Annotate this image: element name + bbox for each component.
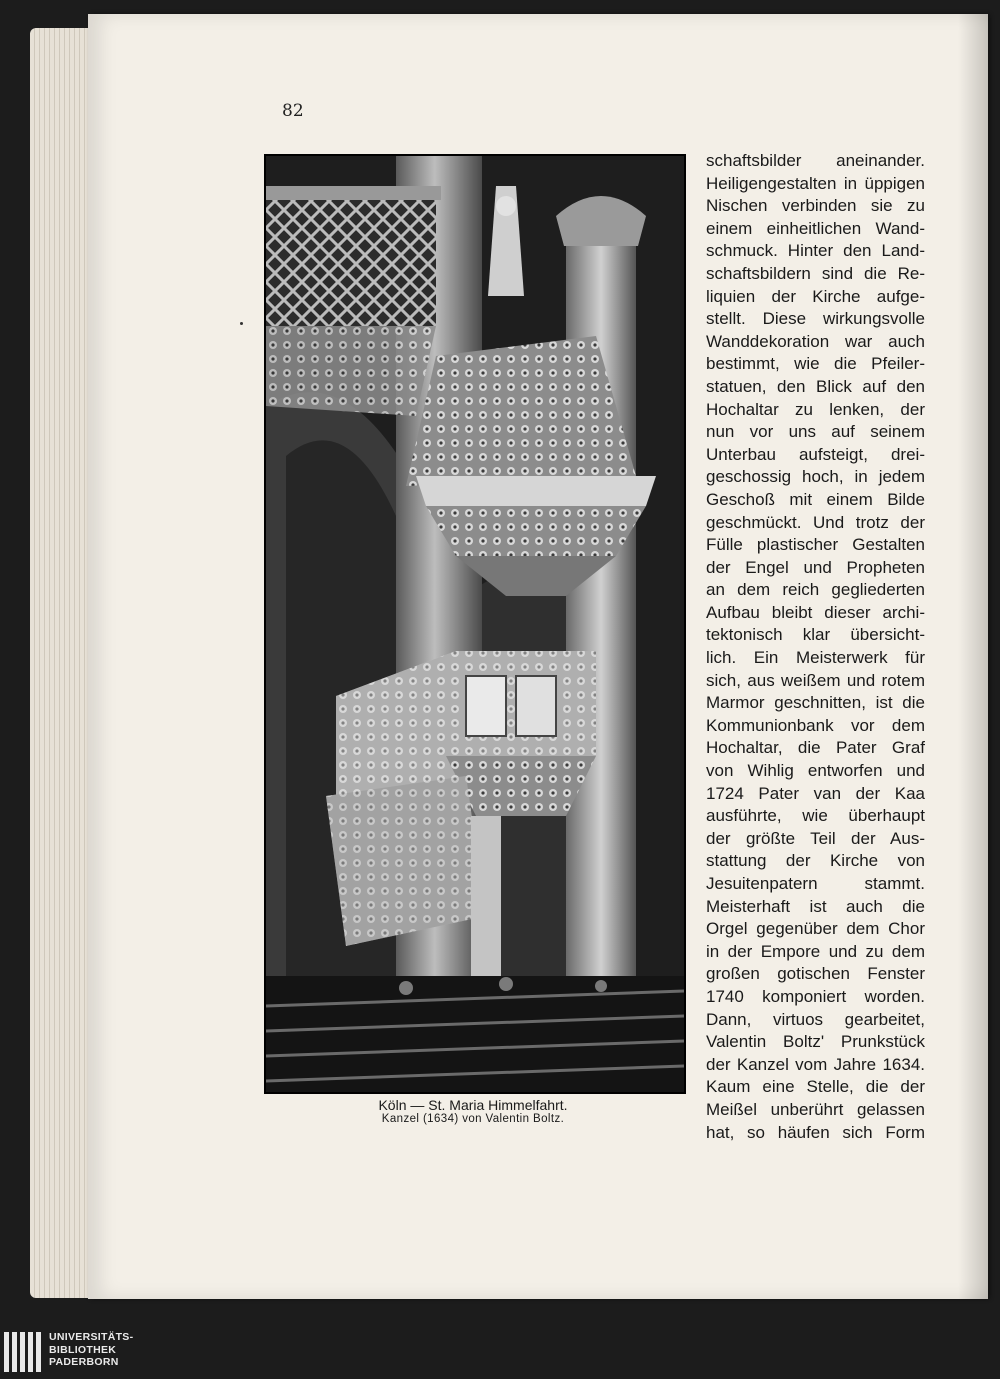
text-line: Orgel gegenüber dem Chor — [706, 919, 925, 939]
text-line: 1740 komponiert worden. — [706, 986, 925, 1006]
page-number: 82 — [282, 101, 304, 121]
text-line: Meisterhaft ist auch die — [706, 896, 925, 916]
pulpit-photograph — [264, 154, 686, 1094]
text-line: Marmor geschnitten, ist die — [706, 693, 925, 713]
pulpit-photo-illustration — [266, 156, 684, 1092]
text-line: geschossig hoch, in jedem — [706, 467, 925, 487]
text-line: schmuck. Hinter den Land- — [706, 241, 925, 261]
text-line: tektonisch klar übersicht- — [706, 625, 925, 645]
body-text-column — [706, 150, 925, 1144]
library-logo — [4, 1328, 133, 1372]
text-line: Wanddekoration war auch — [706, 331, 925, 351]
text-line: ausführte, wie überhaupt — [706, 806, 925, 826]
text-line: statuen, den Blick auf den — [706, 376, 925, 396]
text-line: Kaum eine Stelle, die der — [706, 1077, 925, 1097]
text-line: Geschoß mit einem Bilde — [706, 489, 925, 509]
text-line: in der Empore und zu dem — [706, 941, 925, 961]
text-line: einem einheitlichen Wand- — [706, 218, 925, 238]
text-line: Dann, virtuos gearbeitet, — [706, 1009, 925, 1029]
text-line: der Kanzel vom Jahre 1634. — [706, 1054, 925, 1074]
text-line: 1724 Pater van der Kaa — [706, 783, 925, 803]
logo-line: UNIVERSITÄTS- — [49, 1331, 134, 1344]
library-logo-text — [49, 1331, 133, 1369]
text-line: Unterbau aufsteigt, drei- — [706, 444, 925, 464]
text-line: hat, so häufen sich Form — [706, 1122, 925, 1142]
text-line: Valentin Boltz' Prunkstück — [706, 1032, 925, 1052]
text-line: Aufbau bleibt dieser archi- — [706, 602, 925, 622]
text-line: an dem reich gegliederten — [706, 580, 925, 600]
text-line: geschmückt. Und trotz der — [706, 512, 925, 532]
text-line: schaftsbilder aneinander. — [706, 151, 925, 170]
logo-line: BIBLIOTHEK — [49, 1343, 117, 1356]
text-line: von Wihlig entworfen und — [706, 761, 925, 781]
text-line: der Engel und Propheten — [706, 557, 925, 577]
text-line: bestimmt, wie die Pfeiler- — [706, 354, 925, 374]
text-line: Hochaltar zu lenken, der — [706, 399, 925, 419]
text-line: Kommunionbank vor dem — [706, 715, 925, 735]
page-stack-edge — [30, 28, 90, 1298]
text-line: Nischen verbinden sie zu — [706, 196, 925, 216]
text-line: lich. Ein Meisterwerk für — [706, 648, 925, 668]
text-line: der größte Teil der Aus- — [706, 828, 925, 848]
figure-caption-subtitle: Kanzel (1634) von Valentin Boltz. — [381, 1113, 565, 1125]
gutter-shadow — [958, 14, 988, 1299]
logo-line: PADERBORN — [49, 1356, 119, 1369]
figure-caption-title: Köln — St. Maria Himmelfahrt. — [378, 1097, 568, 1113]
text-line: liquien der Kirche aufge- — [706, 286, 925, 306]
text-line: Hochaltar, die Pater Graf — [706, 738, 925, 758]
text-line: sich, aus weißem und rotem — [706, 670, 925, 690]
text-line: schaftsbildern sind die Re- — [706, 263, 925, 283]
text-line: Meißel unberührt gelassen — [706, 1099, 925, 1119]
text-line: Fülle plastischer Gestalten — [706, 535, 925, 555]
library-logo-bars-icon — [4, 1328, 41, 1372]
text-line: stattung der Kirche von — [706, 851, 925, 871]
paper-speck — [240, 322, 243, 325]
text-line: Jesuitenpatern stammt. — [706, 874, 925, 893]
text-line: großen gotischen Fenster — [706, 964, 925, 984]
text-line: Heiligengestalten in üppigen — [706, 173, 925, 193]
text-line: stellt. Diese wirkungsvolle — [706, 309, 925, 329]
text-line: nun vor uns auf seinem — [706, 422, 925, 442]
